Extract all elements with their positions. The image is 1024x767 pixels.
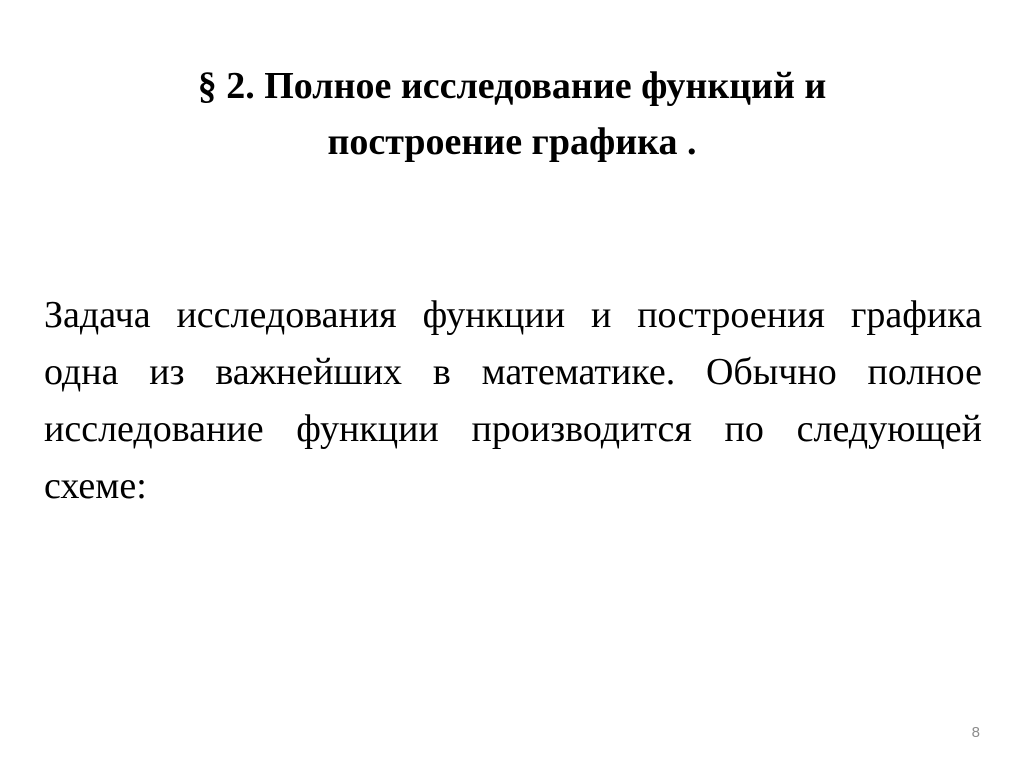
title-line-1: § 2. Полное исследование функций и [197,65,827,107]
page-number: 8 [971,724,980,741]
title-line-2: построение графика . [327,121,697,163]
body-paragraph: Задача исследования функции и построения графика одна из важнейших в математике. Обычно полное исследование функции производится по следующей схеме: [44,294,982,507]
slide-title [60,58,964,170]
